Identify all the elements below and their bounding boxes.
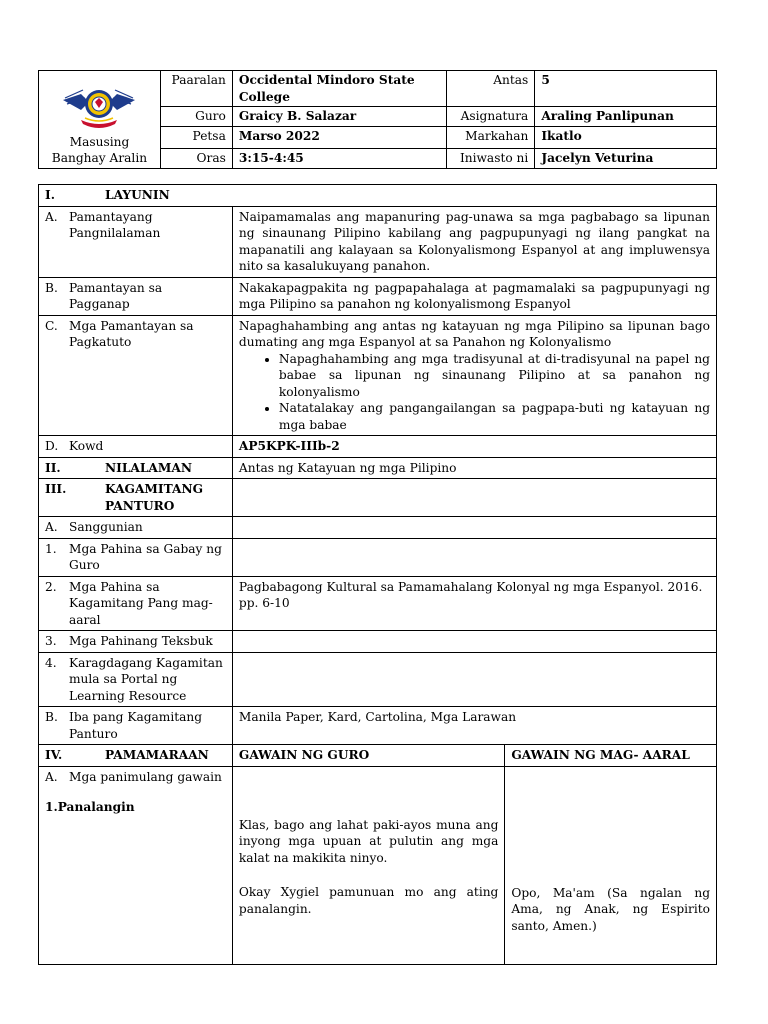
row-label: Sanggunian xyxy=(69,520,143,534)
antas-label: Antas xyxy=(447,71,535,107)
petsa-value: Marso 2022 xyxy=(232,126,447,148)
section-layunin xyxy=(39,185,717,207)
section-title: LAYUNIN xyxy=(105,188,170,202)
section-title: PAMAMARAAN xyxy=(105,748,209,762)
row-pamantayan-pagganap: B. Pamantayan sa Pagganap Nakakapagpakita ng pagpapahalaga at pagmamalaki sa pagpupunyagi ng mga Pilipino sa panahon ng kolonyalismong Espanyol xyxy=(39,277,717,315)
asignatura-value: Araling Panlipunan xyxy=(535,107,717,127)
oras-label: Oras xyxy=(160,148,232,168)
doc-title-line1: Masusing xyxy=(69,134,130,149)
row-label: Iba pang Kagamitang Panturo xyxy=(69,710,203,741)
list-item: • Natatalakay ang pangangailangan sa pagpapa-buti ng katayuan ng mga babae xyxy=(279,400,710,433)
petsa-label: Petsa xyxy=(160,126,232,148)
row-label: Kowd xyxy=(69,439,104,453)
column-header-mag-aaral: GAWAIN NG MAG- AARAL xyxy=(505,745,717,767)
row-label: Mga Pamantayan sa Pagkatuto xyxy=(69,318,194,349)
mag-aaral-response: Opo, Ma'am (Sa ngalan ng Ama, ng Anak, ng Espirito santo, Amen.) xyxy=(511,885,710,933)
lesson-table xyxy=(38,184,717,965)
row-label: Karagdagang Kagamitan mula sa Portal ng Learning Resource xyxy=(69,655,223,703)
row-value: Napaghahambing ang antas ng katayuan ng mga Pilipino sa lipunan bago dumating ang mga Espanyol at sa Panahon ng Kolonyalismo xyxy=(238,318,710,349)
panalangin-label: 1.Panalangin xyxy=(45,800,135,814)
section-num: I. xyxy=(45,188,55,202)
guro-instruction: Klas, bago ang lahat paki-ayos muna ang inyong mga upuan at pulutin ang mga kalat na makikita ninyo. xyxy=(238,817,499,865)
row-karagdagang-kagamitan: 4. Karagdagang Kagamitan mula sa Portal ng Learning Resource xyxy=(39,652,717,707)
row-label: Pamantayang Pangnilalaman xyxy=(69,209,161,240)
guro-instruction: Okay Xygiel pamunuan mo ang ating panalangin. xyxy=(238,885,499,916)
markahan-value: Ikatlo xyxy=(535,126,717,148)
antas-value: 5 xyxy=(535,71,717,107)
row-value: Nakakapagpakita ng pagpapahalaga at pagmamalaki sa pagpupunyagi ng mga Pilipino sa panahon ng kolonyalismong Espanyol xyxy=(232,277,716,315)
row-value: Naipamamalas ang mapanuring pag-unawa sa mga pagbabago sa lipunan ng sinaunang Pilipino kabilang ang pagpupunyagi ng ilang pangkat na mapanatili ang kalayaan sa Kolonyalismong Espanyol at ang impluwensya nito sa kasalukuyang panahon. xyxy=(232,206,716,277)
row-label: Mga Pahinang Teksbuk xyxy=(69,634,213,648)
college-seal-logo xyxy=(59,80,139,130)
iniwasto-label: Iniwasto ni xyxy=(447,148,535,168)
row-value: Antas ng Katayuan ng mga Pilipino xyxy=(232,457,716,479)
row-kagamitang-mag-aaral: 2. Mga Pahina sa Kagamitang Pang mag-aaral Pagbabagong Kultural sa Pamamahalang Kolonyal ng mga Espanyol. 2016. pp. 6-10 xyxy=(39,576,717,631)
paaralan-value: Occidental Mindoro State College xyxy=(232,71,447,107)
logo-cell xyxy=(39,71,161,169)
row-value: AP5KPK-IIIb-2 xyxy=(232,436,716,458)
section-pamamaraan: IV. PAMAMARAAN GAWAIN NG GURO GAWAIN NG MAG- AARAL xyxy=(39,745,717,767)
row-label: Mga Pahina sa Kagamitang Pang mag-aaral xyxy=(69,579,213,627)
row-gabay-guro: 1. Mga Pahina sa Gabay ng Guro xyxy=(39,538,717,576)
oras-value: 3:15-4:45 xyxy=(232,148,447,168)
section-kagamitang-panturo: III. KAGAMITANG PANTURO xyxy=(39,479,717,517)
row-pamantayan-pagkatuto: C. Mga Pamantayan sa Pagkatuto Napaghahambing ang antas ng katayuan ng mga Pilipino sa lipunan bago dumating ang mga Espanyol at sa Panahon ng Kolonyalismo • Napaghahambing ang mga tradisyunal at di-tradisyunal na papel ng babae sa lipunan ng sinaunang Pilipino at sa panahon ng kolonyalismo • Natatalakay ang pangangailangan sa pagpapa-buti ng katayuan ng mga babae xyxy=(39,315,717,436)
guro-value: Graicy B. Salazar xyxy=(232,107,447,127)
row-value: Pagbabagong Kultural sa Pamamahalang Kolonyal ng mga Espanyol. 2016. pp. 6-10 xyxy=(232,576,716,631)
section-title: KAGAMITANG PANTURO xyxy=(105,482,204,513)
section-title: NILALAMAN xyxy=(105,460,192,475)
list-item: • Napaghahambing ang mga tradisyunal at di-tradisyunal na papel ng babae sa lipunan ng sinaunang Pilipino at sa panahon ng kolonyalismo xyxy=(279,351,710,401)
asignatura-label: Asignatura xyxy=(447,107,535,127)
section-nilalaman: II. NILALAMAN Antas ng Katayuan ng mga Pilipino xyxy=(39,457,717,479)
objectives-list xyxy=(239,351,710,434)
doc-title-line2: Banghay Aralin xyxy=(51,151,148,165)
guro-label: Guro xyxy=(160,107,232,127)
paaralan-label: Paaralan xyxy=(160,71,232,107)
header-table xyxy=(38,70,717,169)
row-value: Manila Paper, Kard, Cartolina, Mga Larawan xyxy=(232,707,716,745)
row-label: Mga panimulang gawain xyxy=(69,769,222,784)
row-panimulang-gawain: A. Mga panimulang gawain 1.Panalangin Klas, bago ang lahat paki-ayos muna ang inyong mga upuan at pulutin ang mga kalat na makikita ninyo. Okay Xygiel pamunuan mo ang ating panalangin. Opo, Ma'am (Sa ngalan ng Ama, ng Anak, ng Espirito santo, Amen.) xyxy=(39,766,717,964)
row-pamantayang-pangnilalaman: A. Pamantayang Pangnilalaman Naipamamalas ang mapanuring pag-unawa sa mga pagbabago sa lipunan ng sinaunang Pilipino kabilang ang pagpupunyagi ng ilang pangkat na mapanatili ang kalayaan sa Kolonyalismong Espanyol at ang impluwensya nito sa kasalukuyang panahon. xyxy=(39,206,717,277)
markahan-label: Markahan xyxy=(447,126,535,148)
iniwasto-value: Jacelyn Veturina xyxy=(535,148,717,168)
column-header-guro: GAWAIN NG GURO xyxy=(232,745,504,767)
row-iba-pang-kagamitan: B. Iba pang Kagamitang Panturo Manila Paper, Kard, Cartolina, Mga Larawan xyxy=(39,707,717,745)
row-kowd: D. Kowd AP5KPK-IIIb-2 xyxy=(39,436,717,458)
row-sanggunian: A. Sanggunian xyxy=(39,517,717,539)
row-teksbuk: 3. Mga Pahinang Teksbuk xyxy=(39,631,717,653)
row-label: Pamantayan sa Pagganap xyxy=(69,280,163,311)
row-label: Mga Pahina sa Gabay ng Guro xyxy=(69,541,222,572)
